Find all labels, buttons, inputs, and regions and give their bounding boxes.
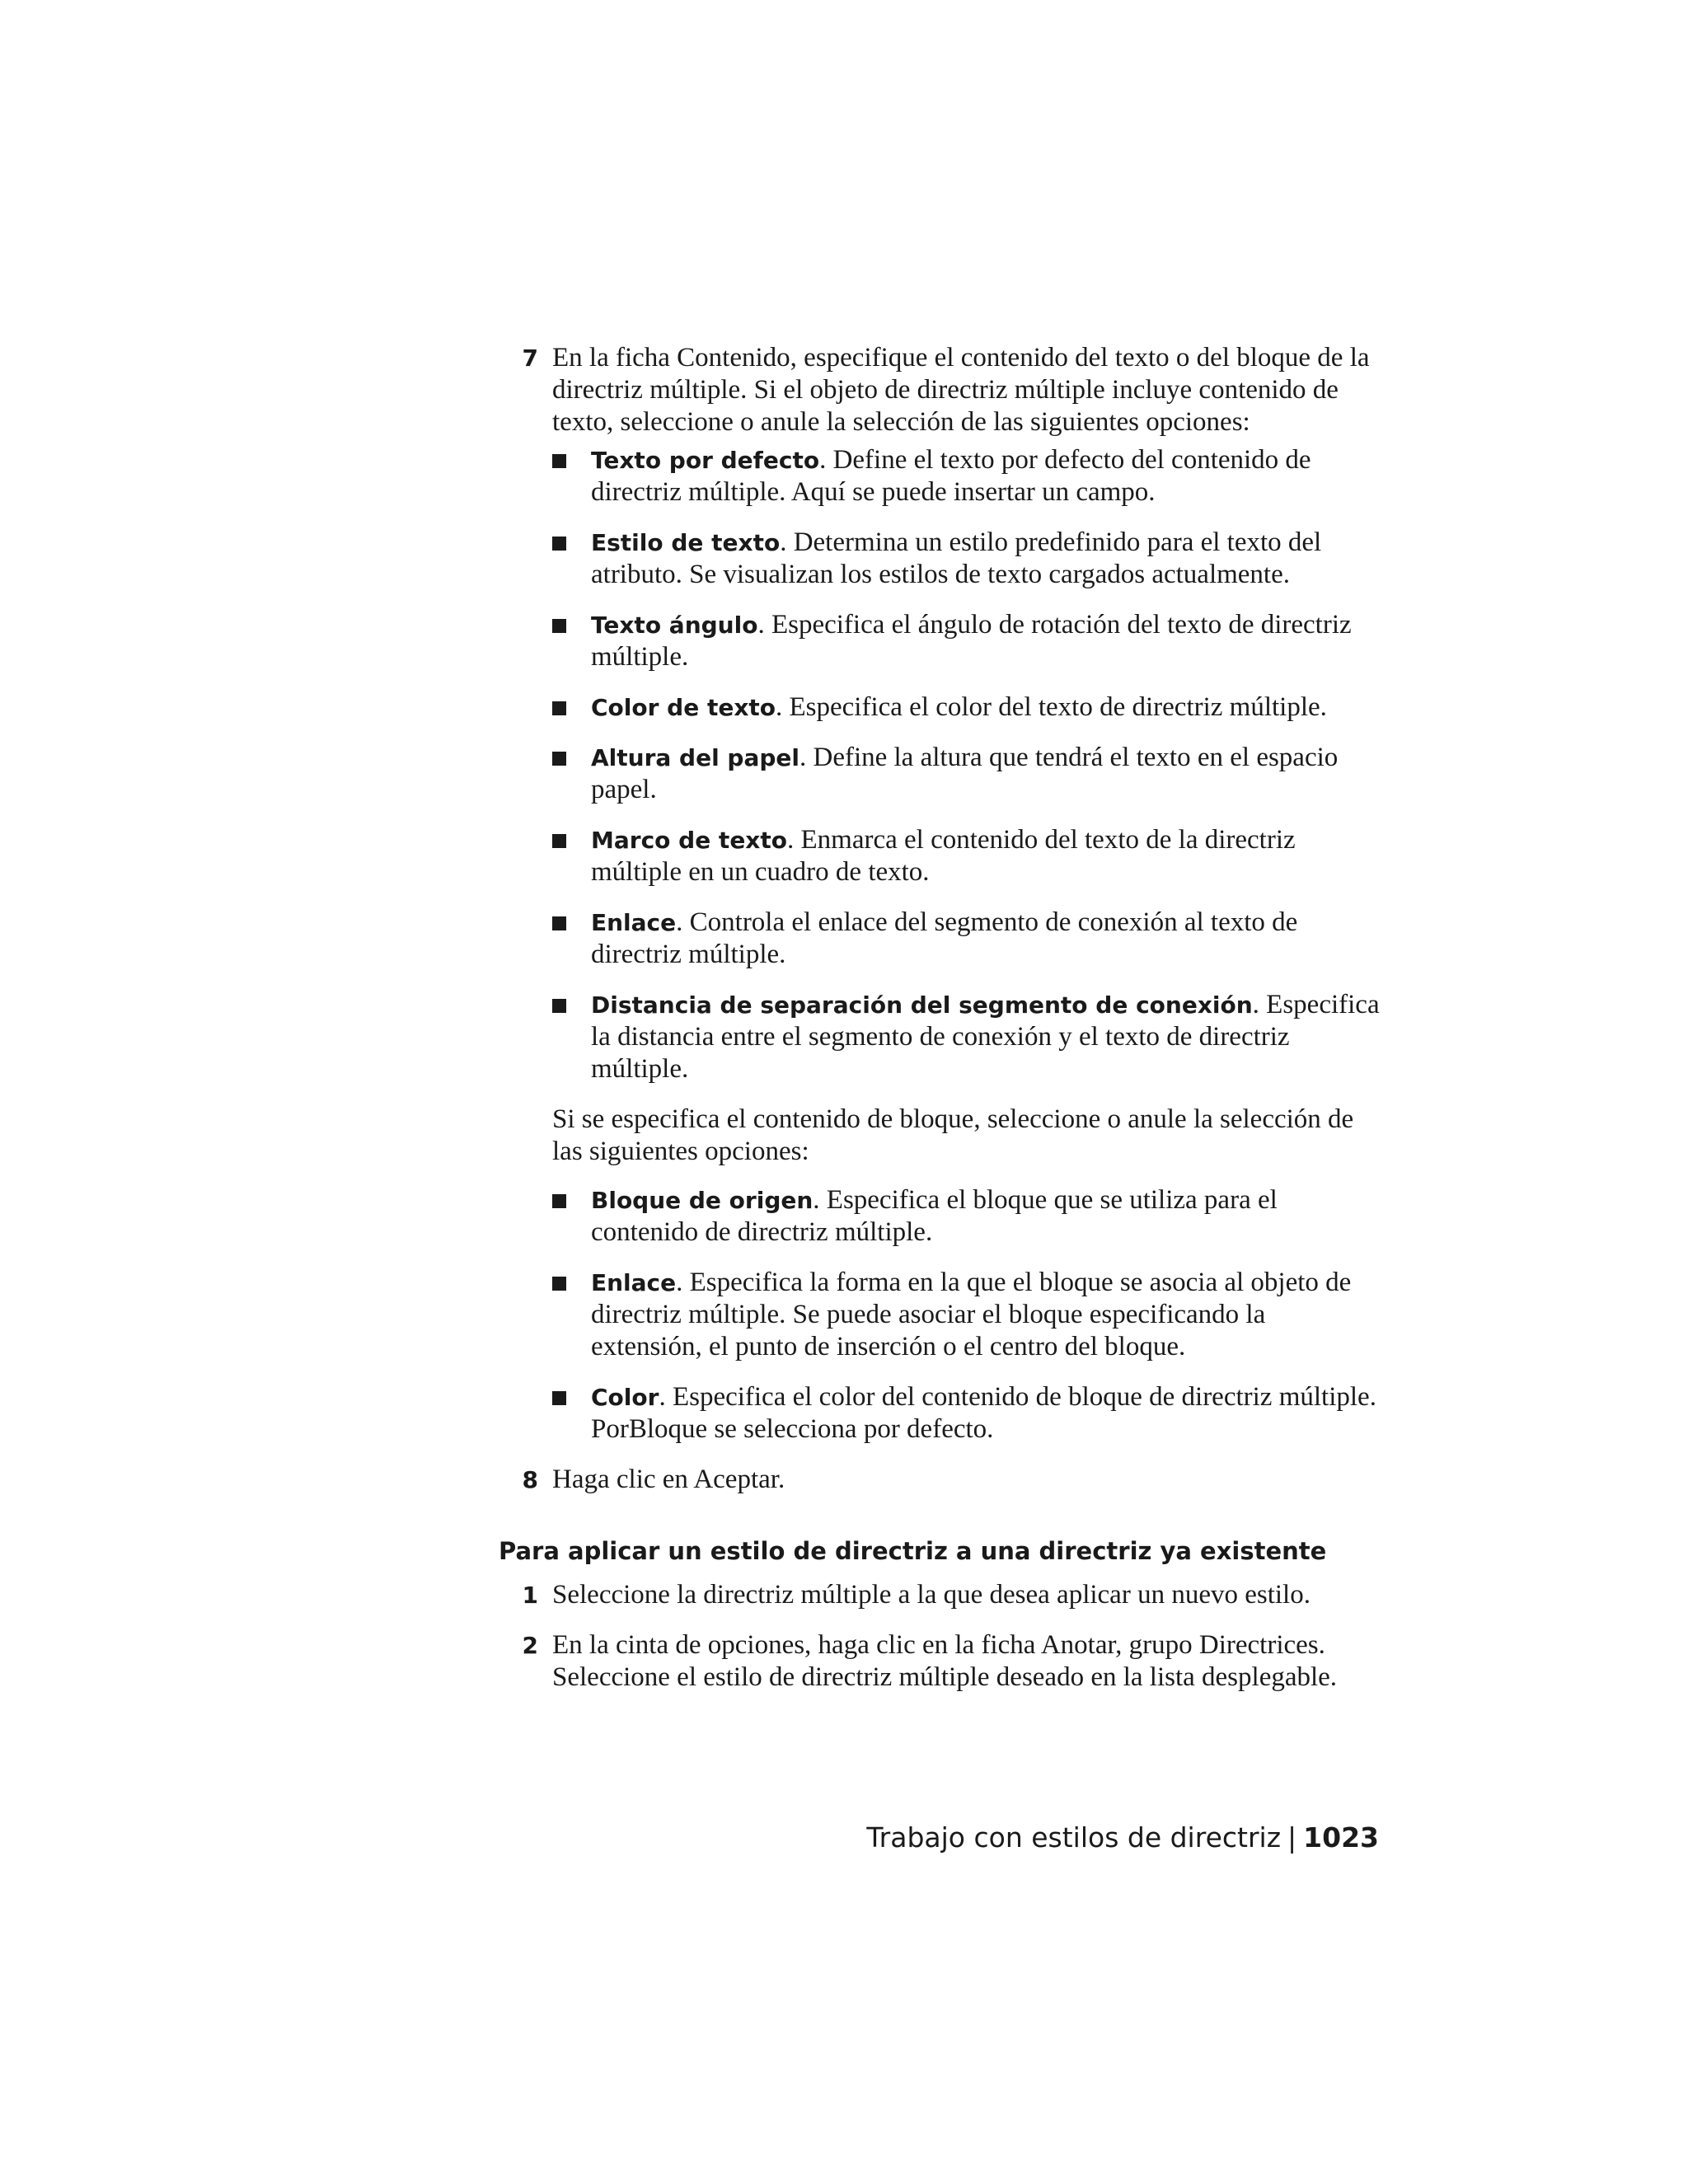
- option-term: Marco de texto: [591, 827, 787, 854]
- block-options-list: [552, 1184, 1381, 1446]
- step-number: 1: [522, 1582, 538, 1609]
- option-description: . Especifica el bloque que se utiliza para el contenido de directriz múltiple.: [591, 1185, 1278, 1247]
- square-bullet-icon: [552, 1194, 566, 1208]
- square-bullet-icon: [552, 752, 566, 766]
- option-term: Enlace: [591, 909, 677, 936]
- square-bullet-icon: [552, 834, 566, 848]
- page-footer: [866, 1821, 1379, 1854]
- step-text: Haga clic en Aceptar.: [552, 1465, 785, 1494]
- section-step-2: [515, 1629, 1381, 1694]
- step-number: 2: [522, 1632, 538, 1659]
- square-bullet-icon: [552, 537, 566, 551]
- option-description: . Define el texto por defecto del contenido de directriz múltiple. Aquí se puede insertar un campo.: [591, 445, 1311, 507]
- square-bullet-icon: [552, 619, 566, 633]
- option-description: . Define la altura que tendrá el texto en el espacio papel.: [591, 743, 1339, 804]
- option-description: . Especifica la forma en la que el bloque se asocia al objeto de directriz múltiple. Se puede asociar el bloque especificando la extensión, el punto de inserción o el centro del bloque.: [591, 1268, 1352, 1361]
- option-term: Altura del papel: [591, 744, 799, 771]
- block-intro: Si se especifica el contenido de bloque, seleccione o anule la selección de las siguientes opciones:: [552, 1104, 1354, 1166]
- option-description: . Especifica el ángulo de rotación del texto de directriz múltiple.: [591, 610, 1352, 672]
- option-term: Enlace: [591, 1269, 677, 1296]
- option-description: . Especifica el color del texto de directriz múltiple.: [776, 692, 1327, 722]
- footer-chapter-title: Trabajo con estilos de directriz: [866, 1821, 1282, 1854]
- list-item: [552, 609, 1381, 673]
- option-description: . Especifica el color del contenido de bloque de directriz múltiple. PorBloque se selecciona por defecto.: [591, 1382, 1376, 1444]
- list-item: [552, 1267, 1381, 1363]
- step-7: [515, 342, 1381, 1446]
- square-bullet-icon: [552, 1277, 566, 1291]
- option-description: . Especifica la distancia entre el segmento de conexión y el texto de directriz múltiple.: [591, 990, 1380, 1084]
- square-bullet-icon: [552, 454, 566, 468]
- option-term: Texto ángulo: [591, 612, 758, 639]
- list-item: [552, 989, 1381, 1085]
- list-item: [552, 824, 1381, 888]
- square-bullet-icon: [552, 1391, 566, 1405]
- step-number: 7: [522, 344, 538, 372]
- step-text: En la ficha Contenido, especifique el contenido del texto o del bloque de la directriz múltiple. Si el objeto de directriz múltiple incluye contenido de texto, seleccione o anule la selección de las siguientes opciones:: [552, 343, 1370, 437]
- list-item: [552, 742, 1381, 806]
- option-term: Estilo de texto: [591, 529, 781, 556]
- square-bullet-icon: [552, 999, 566, 1013]
- step-text: Seleccione la directriz múltiple a la que desea aplicar un nuevo estilo.: [552, 1580, 1311, 1610]
- option-description: . Controla el enlace del segmento de conexión al texto de directriz múltiple.: [591, 907, 1298, 969]
- list-item: [552, 444, 1381, 509]
- footer-separator: |: [1287, 1821, 1297, 1854]
- square-bullet-icon: [552, 916, 566, 930]
- option-description: . Enmarca el contenido del texto de la directriz múltiple en un cuadro de texto.: [591, 825, 1296, 887]
- square-bullet-icon: [552, 701, 566, 715]
- option-term: Texto por defecto: [591, 447, 820, 474]
- page-number: 1023: [1303, 1821, 1379, 1854]
- list-item: [552, 691, 1381, 724]
- step-number: 8: [522, 1466, 538, 1493]
- section-step-1: [515, 1579, 1381, 1611]
- option-term: Color de texto: [591, 694, 776, 721]
- page-content: [499, 342, 1381, 1694]
- list-item: [552, 907, 1381, 971]
- step-8: [515, 1464, 1381, 1496]
- step-text: En la cinta de opciones, haga clic en la ficha Anotar, grupo Directrices. Seleccione el estilo de directriz múltiple deseado en la lista desplegable.: [552, 1630, 1338, 1692]
- list-item: [552, 1184, 1381, 1249]
- option-term: Bloque de origen: [591, 1187, 814, 1214]
- list-item: [552, 527, 1381, 591]
- list-item: [552, 1381, 1381, 1446]
- section-heading: Para aplicar un estilo de directriz a una directriz ya existente: [499, 1537, 1327, 1565]
- option-description: . Determina un estilo predefinido para el texto del atributo. Se visualizan los estilos de texto cargados actualmente.: [591, 527, 1322, 589]
- text-options-list: [552, 444, 1381, 1085]
- option-term: Distancia de separación del segmento de conexión: [591, 991, 1253, 1019]
- option-term: Color: [591, 1384, 659, 1411]
